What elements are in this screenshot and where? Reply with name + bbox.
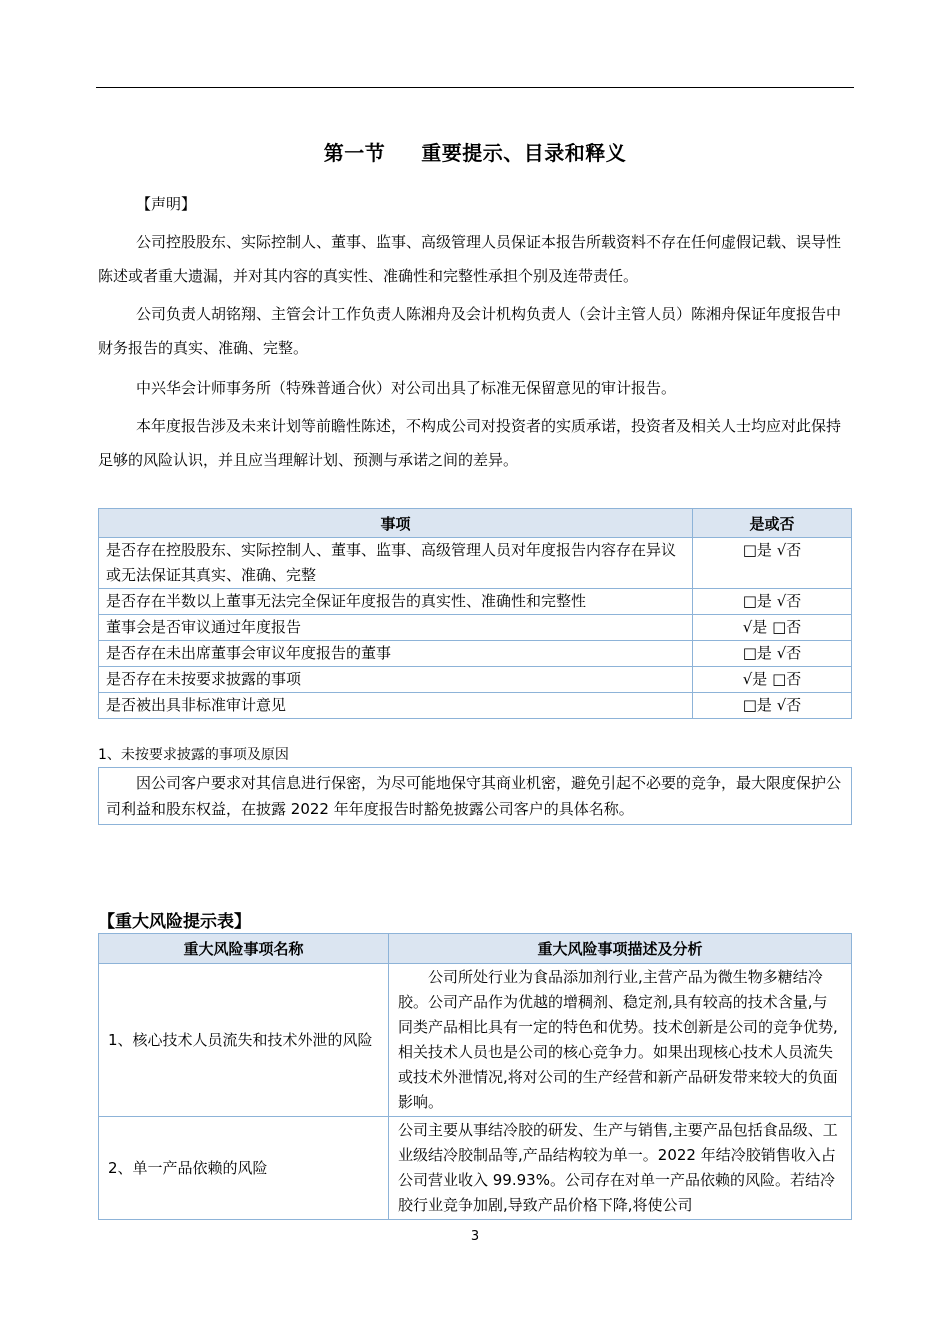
risk-table-heading: 【重大风险提示表】 — [98, 912, 251, 932]
matter-answer: □是 √否 — [693, 589, 852, 615]
matter-text: 是否存在半数以上董事无法完全保证年度报告的真实性、准确性和完整性 — [99, 589, 693, 615]
page-number: 3 — [470, 1229, 480, 1244]
table-row — [99, 667, 852, 693]
table-row — [99, 589, 852, 615]
table-header-row — [99, 509, 852, 538]
matter-text: 是否存在控股股东、实际控制人、董事、监事、高级管理人员对年度报告内容存在异议或无法保证其真实、准确、完整 — [99, 538, 693, 589]
table-row — [99, 641, 852, 667]
matter-text: 是否存在未出席董事会审议年度报告的董事 — [99, 641, 693, 667]
table-row — [99, 964, 852, 1117]
matter-answer: □是 √否 — [693, 693, 852, 719]
declaration-paragraph: 公司控股股东、实际控制人、董事、监事、高级管理人员保证本报告所载资料不存在任何虚假记载、误导性陈述或者重大遗漏，并对其内容的真实性、准确性和完整性承担个别及连带责任。 — [98, 233, 842, 285]
column-header-risk-desc: 重大风险事项描述及分析 — [389, 934, 852, 964]
column-header-risk-name: 重大风险事项名称 — [99, 934, 389, 964]
risk-description: 公司所处行业为食品添加剂行业,主营产品为微生物多糖结冷胶。公司产品作为优越的增稠剂、稳定剂,具有较高的技术含量,与同类产品相比具有一定的特色和优势。技术创新是公司的竞争优势,相关技术人员也是公司的核心竞争力。如果出现核心技术人员流失或技术外泄情况,将对公司的生产经营和新产品研发带来较大的负面影响。 — [389, 964, 852, 1117]
risk-name: 2、单一产品依赖的风险 — [99, 1117, 389, 1220]
declaration-paragraph: 本年度报告涉及未来计划等前瞻性陈述，不构成公司对投资者的实质承诺，投资者及相关人士均应对此保持足够的风险认识，并且应当理解计划、预测与承诺之间的差异。 — [98, 417, 842, 469]
table-row — [99, 615, 852, 641]
matters-table — [98, 508, 852, 719]
risk-name: 1、核心技术人员流失和技术外泄的风险 — [99, 964, 389, 1117]
matter-answer: □是 √否 — [693, 641, 852, 667]
matter-answer: √是 □否 — [693, 667, 852, 693]
matter-text: 董事会是否审议通过年度报告 — [99, 615, 693, 641]
table-header-row — [99, 934, 852, 964]
risk-description: 公司主要从事结冷胶的研发、生产与销售,主要产品包括食品级、工业级结冷胶制品等,产品结构较为单一。2022 年结冷胶销售收入占公司营业收入 99.93%。公司存在对单一产品依赖的风险。若结冷胶行业竞争加剧,导致产品价格下降,将使公司 — [389, 1117, 852, 1220]
section-heading: 重要提示、目录和释义 — [421, 141, 627, 165]
undisclosed-reason: 因公司客户要求对其信息进行保密，为尽可能地保守其商业机密，避免引起不必要的竞争，最大限度保护公司利益和股东权益，在披露 2022 年年度报告时豁免披露公司客户的具体名称。 — [98, 767, 852, 825]
column-header-item: 事项 — [99, 509, 693, 538]
matter-text: 是否被出具非标准审计意见 — [99, 693, 693, 719]
matter-text: 是否存在未按要求披露的事项 — [99, 667, 693, 693]
table-row — [99, 693, 852, 719]
section-title — [96, 137, 854, 166]
risk-table — [98, 933, 852, 1220]
declaration-label: 【声明】 — [136, 195, 197, 213]
table-row — [99, 538, 852, 589]
matter-answer: □是 √否 — [693, 538, 852, 589]
column-header-answer: 是或否 — [693, 509, 852, 538]
declaration-paragraph: 中兴华会计师事务所（特殊普通合伙）对公司出具了标准无保留意见的审计报告。 — [136, 379, 677, 397]
matter-answer: √是 □否 — [693, 615, 852, 641]
undisclosed-heading: 1、未按要求披露的事项及原因 — [98, 747, 289, 763]
header-rule — [96, 87, 854, 88]
declaration-paragraph: 公司负责人胡铭翔、主管会计工作负责人陈湘舟及会计机构负责人（会计主管人员）陈湘舟保证年度报告中财务报告的真实、准确、完整。 — [98, 305, 842, 357]
section-number: 第一节 — [323, 141, 386, 165]
table-row — [99, 1117, 852, 1220]
